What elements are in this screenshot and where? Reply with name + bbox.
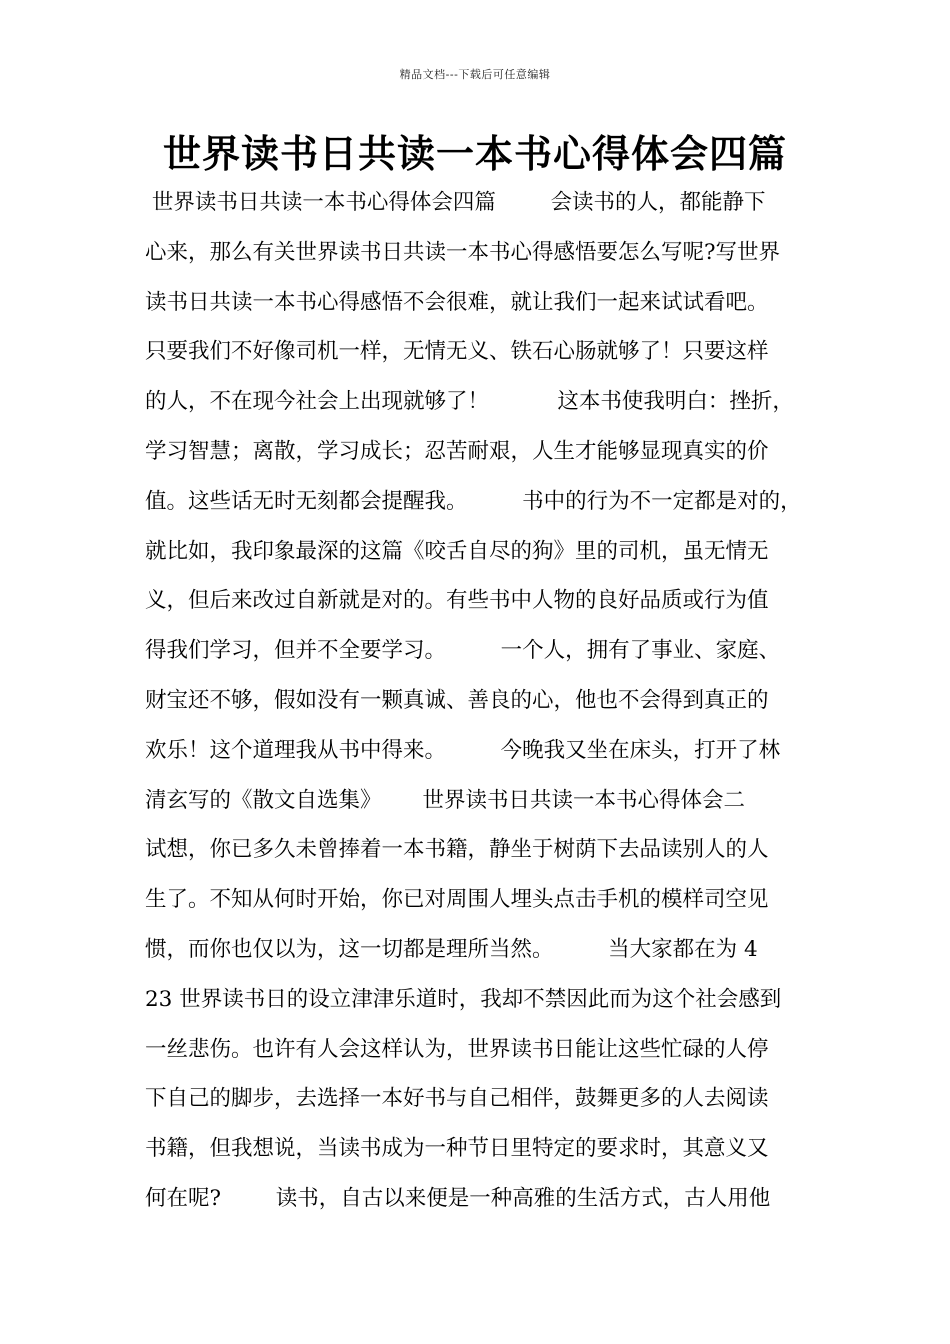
body-line: 23 世界读书日的设立津津乐道时，我却不禁因此而为这个社会感到 xyxy=(145,986,782,1012)
body-line: 读书日共读一本书心得感悟不会很难，就让我们一起来试试看吧。 xyxy=(145,289,769,315)
body-line: 何在呢? 读书，自古以来便是一种高雅的生活方式，古人用他 xyxy=(145,1185,771,1211)
body-line: 心来，那么有关世界读书日共读一本书心得感悟要怎么写呢?写世界 xyxy=(145,239,781,265)
body-line: 书籍，但我想说，当读书成为一种节日里特定的要求时，其意义又 xyxy=(145,1136,769,1162)
body-line: 的人，不在现今社会上出现就够了！ 这本书使我明白：挫折， xyxy=(145,389,794,415)
body-line: 值。这些话无时无刻都会提醒我。 书中的行为不一定都是对的， xyxy=(145,488,802,514)
body-line: 欢乐！这个道理我从书中得来。 今晚我又坐在床头，打开了林 xyxy=(145,737,781,763)
body-line: 惯，而你也仅以为，这一切都是理所当然。 当大家都在为 4 xyxy=(145,936,758,962)
body-line: 得我们学习，但并不全要学习。 一个人，拥有了事业、家庭、 xyxy=(145,638,781,664)
body-line: 清玄写的《散文自选集》 世界读书日共读一本书心得体会二 xyxy=(145,787,746,813)
header-note: 精品文档---下载后可任意编辑 xyxy=(399,68,551,81)
body-line: 就比如，我印象最深的这篇《咬舌自尽的狗》里的司机，虽无情无 xyxy=(145,538,769,564)
body-line: 下自己的脚步，去选择一本好书与自己相伴，鼓舞更多的人去阅读 xyxy=(145,1086,769,1112)
body-line: 学习智慧；离散，学习成长；忍苦耐艰，人生才能够显现真实的价 xyxy=(145,438,769,464)
body-line: 财宝还不够，假如没有一颗真诚、善良的心，他也不会得到真正的 xyxy=(145,687,769,713)
body-line: 试想，你已多久未曾捧着一本书籍，静坐于树荫下去品读别人的人 xyxy=(145,837,769,863)
document-body xyxy=(145,178,825,1224)
body-line: 只要我们不好像司机一样，无情无义、铁石心肠就够了！只要这样 xyxy=(145,339,769,365)
body-line: 世界读书日共读一本书心得体会四篇 会读书的人，都能静下 xyxy=(145,190,766,215)
body-line: 生了。不知从何时开始，你已对周围人埋头点击手机的模样司空见 xyxy=(145,887,769,913)
body-line: 一丝悲伤。也许有人会这样认为，世界读书日能让这些忙碌的人停 xyxy=(145,1036,769,1062)
body-line: 义，但后来改过自新就是对的。有些书中人物的良好品质或行为值 xyxy=(145,588,769,614)
document-title: 世界读书日共读一本书心得体会四篇 xyxy=(162,131,787,176)
